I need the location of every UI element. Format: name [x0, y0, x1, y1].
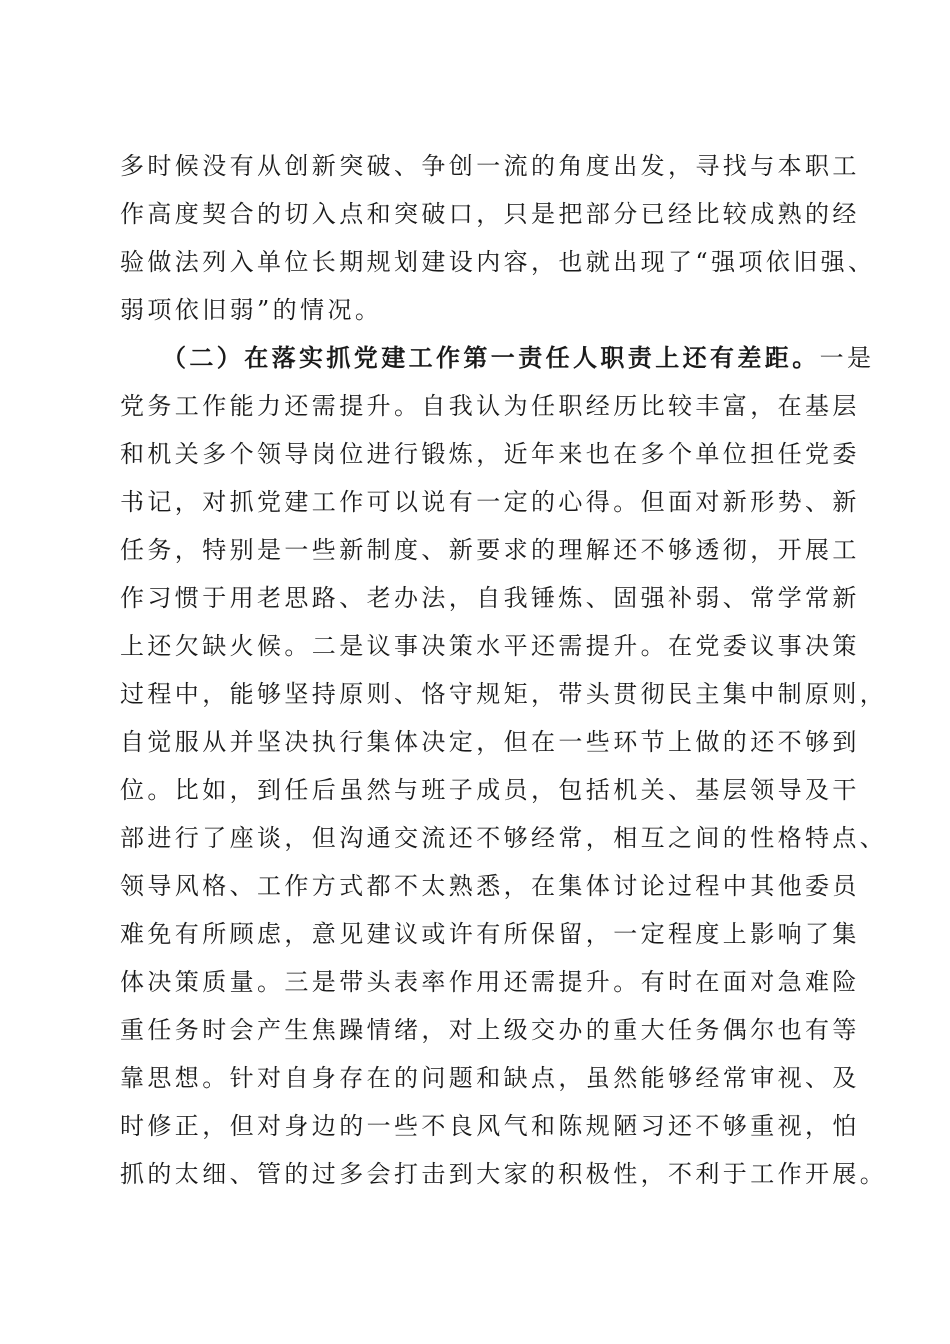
text-line: 时修正，但对身边的一些不良风气和陈规陋习还不够重视，怕 — [120, 1112, 860, 1140]
text-line: 验做法列入单位长期规划建设内容，也就出现了“强项依旧强、 — [120, 248, 876, 276]
text-line: 党务工作能力还需提升。自我认为任职经历比较丰富，在基层 — [120, 392, 860, 420]
body-text — [120, 142, 888, 1198]
text-line: 过程中，能够坚持原则、恪守规矩，带头贯彻民主集中制原则， — [120, 680, 888, 708]
text-line: 作高度契合的切入点和突破口，只是把部分已经比较成熟的经 — [120, 200, 860, 228]
text-line: 部进行了座谈，但沟通交流还不够经常，相互之间的性格特点、 — [120, 824, 888, 852]
text-line: 书记，对抓党建工作可以说有一定的心得。但面对新形势、新 — [120, 488, 860, 516]
text-line: 位。比如，到任后虽然与班子成员，包括机关、基层领导及干 — [120, 776, 860, 804]
text-line: 弱项依旧弱”的情况。 — [120, 296, 383, 324]
text-line: 自觉服从并坚决执行集体决定，但在一些环节上做的还不够到 — [120, 728, 860, 756]
section-heading-line — [120, 334, 875, 382]
text-line: 靠思想。针对自身存在的问题和缺点，虽然能够经常审视、及 — [120, 1064, 860, 1092]
text-line: 重任务时会产生焦躁情绪，对上级交办的重大任务偶尔也有等 — [120, 1016, 860, 1044]
section-heading: （二）在落实抓党建工作第一责任人职责上还有差距。 — [162, 343, 820, 372]
text-fragment: 一是 — [819, 344, 875, 372]
text-line: 和机关多个领导岗位进行锻炼，近年来也在多个单位担任党委 — [120, 440, 860, 468]
text-line: 抓的太细、管的过多会打击到大家的积极性，不利于工作开展。 — [120, 1160, 888, 1188]
text-line: 多时候没有从创新突破、争创一流的角度出发，寻找与本职工 — [120, 152, 860, 180]
text-line: 体决策质量。三是带头表率作用还需提升。有时在面对急难险 — [120, 968, 860, 996]
text-line: 作习惯于用老思路、老办法，自我锤炼、固强补弱、常学常新 — [120, 584, 860, 612]
text-line: 领导风格、工作方式都不太熟悉，在集体讨论过程中其他委员 — [120, 872, 860, 900]
text-line: 任务，特别是一些新制度、新要求的理解还不够透彻，开展工 — [120, 536, 860, 564]
text-line: 难免有所顾虑，意见建议或许有所保留，一定程度上影响了集 — [120, 920, 860, 948]
text-line: 上还欠缺火候。二是议事决策水平还需提升。在党委议事决策 — [120, 632, 860, 660]
